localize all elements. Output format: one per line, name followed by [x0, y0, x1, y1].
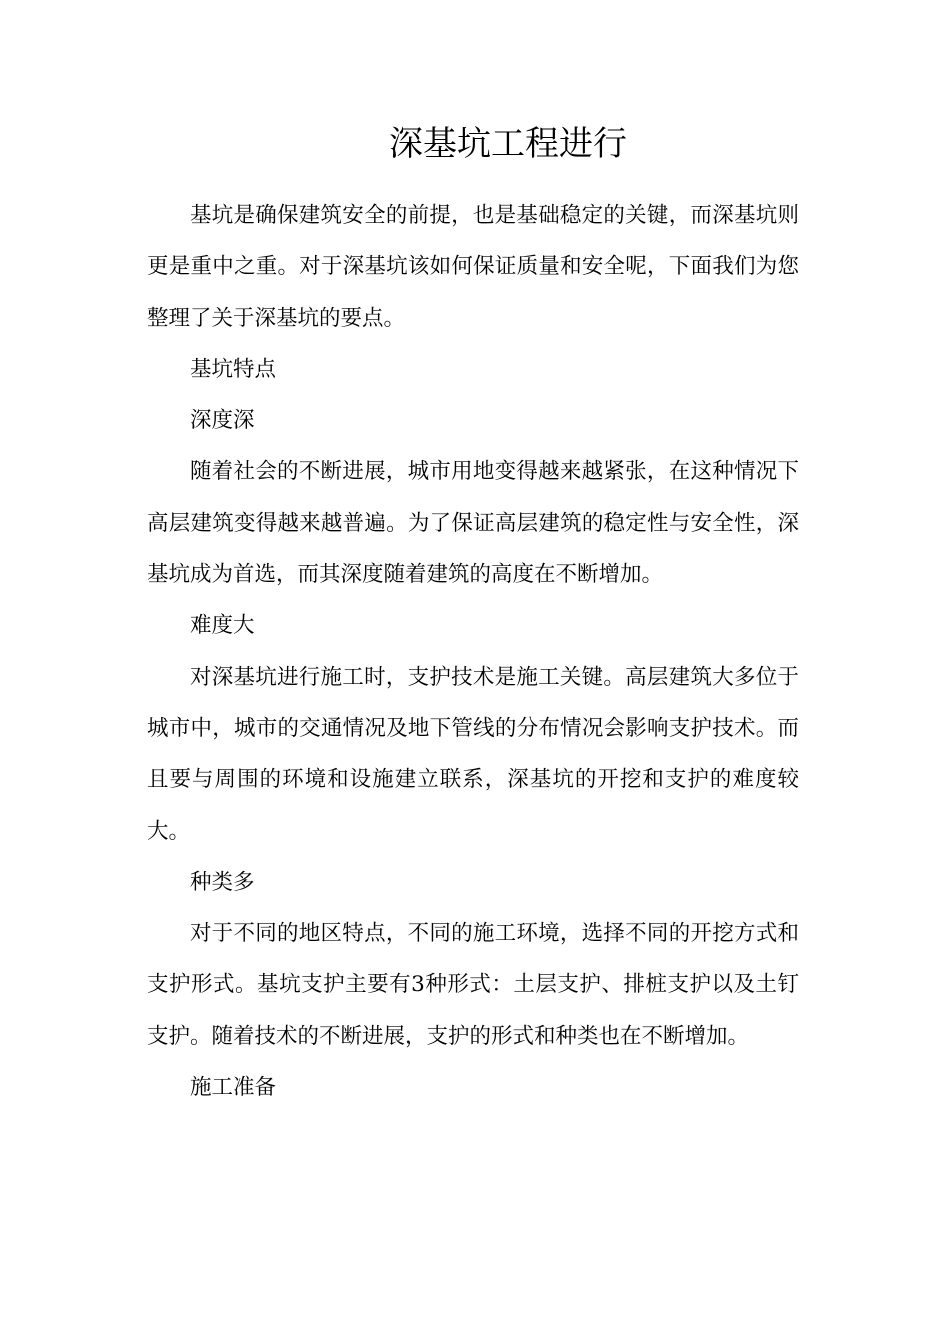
document-body [147, 190, 799, 1113]
heading-pit-features: 基坑特点 [190, 356, 277, 382]
intro-paragraph: 基坑是确保建筑安全的前提，也是基础稳定的关键，而深基坑则更是重中之重。对于深基坑该如何保证质量和安全呢，下面我们为您整理了关于深基坑的要点。 [147, 203, 799, 331]
heading-great-depth: 深度深 [190, 408, 255, 434]
document-title: 深基坑工程进行 [389, 124, 627, 164]
heading-construction-preparation: 施工准备 [190, 1075, 277, 1101]
paragraph-great-depth: 随着社会的不断进展，城市用地变得越来越紧张，在这种情况下高层建筑变得越来越普遍。为了保证高层建筑的稳定性与安全性，深基坑成为首选，而其深度随着建筑的高度在不断增加。 [147, 459, 799, 588]
paragraph-many-types: 对于不同的地区特点，不同的施工环境，选择不同的开挖方式和支护形式。基坑支护主要有3种形式：土层支护、排桩支护以及土钉支护。随着技术的不断进展，支护的形式和种类也在不断增加。 [147, 921, 799, 1049]
heading-high-difficulty: 难度大 [190, 613, 255, 639]
paragraph-high-difficulty: 对深基坑进行施工时，支护技术是施工关键。高层建筑大多位于城市中，城市的交通情况及地下管线的分布情况会影响支护技术。而且要与周围的环境和设施建立联系，深基坑的开挖和支护的难度较大。 [147, 664, 799, 844]
heading-many-types: 种类多 [190, 869, 255, 895]
